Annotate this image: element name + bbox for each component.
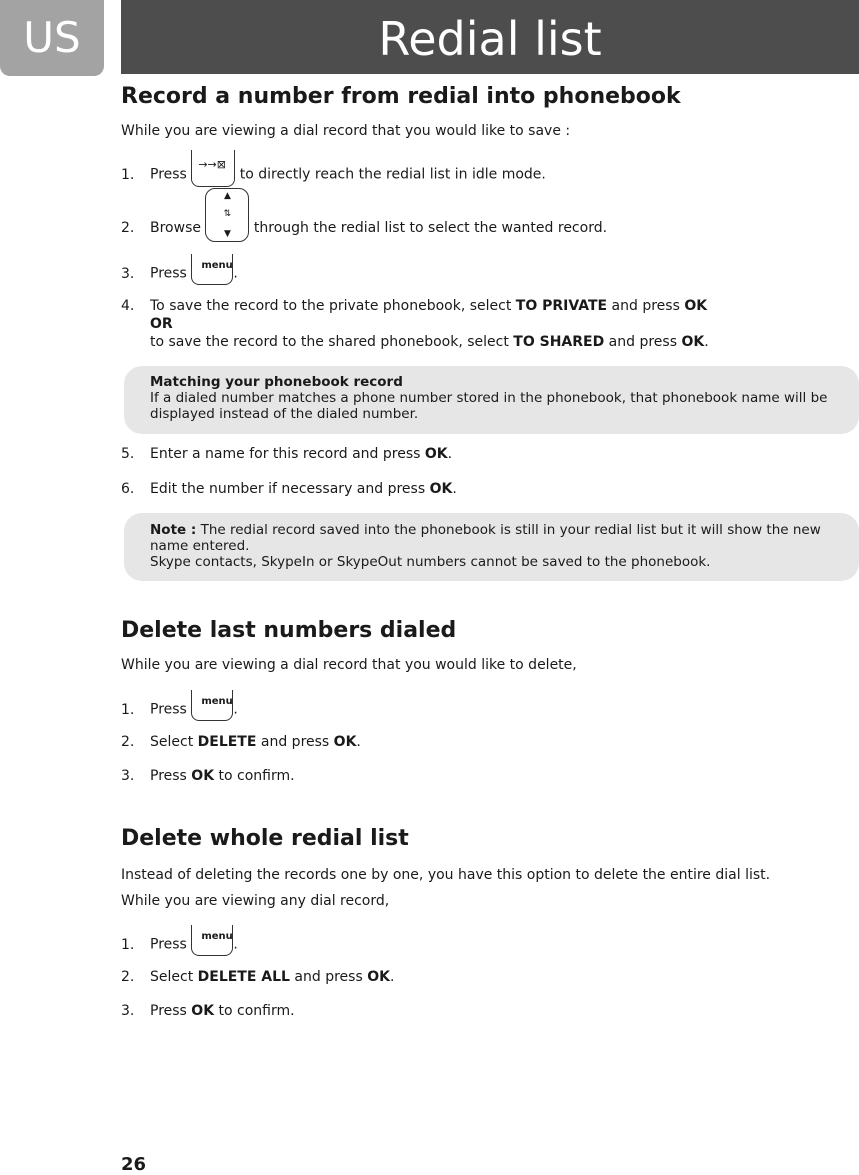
step-text: and press bbox=[604, 334, 682, 350]
step-text: Press bbox=[150, 265, 187, 282]
step-4-line-2 bbox=[150, 334, 709, 350]
step-4-save bbox=[121, 298, 707, 314]
section-heading-delete-whole: Delete whole redial list bbox=[121, 826, 409, 851]
step-text: and press bbox=[256, 734, 334, 750]
language-tab: US bbox=[0, 0, 104, 76]
step-number: 3. bbox=[121, 265, 135, 282]
step-text: Press bbox=[150, 1003, 192, 1019]
step-number: 1. bbox=[121, 936, 135, 953]
nav-up-icon: ▲ bbox=[223, 191, 231, 201]
step-text: To save the record to the private phonebook, select bbox=[150, 298, 516, 314]
step-text: and press bbox=[289, 969, 368, 985]
ok-label: OK bbox=[191, 768, 215, 784]
menu-key-label: menu bbox=[201, 696, 233, 707]
step-3-confirm bbox=[121, 1003, 295, 1019]
step-number: 1. bbox=[121, 166, 135, 183]
ok-label: OK bbox=[367, 969, 390, 985]
ok-label: OK bbox=[681, 334, 705, 350]
option-to-private: TO PRIVATE bbox=[515, 298, 608, 314]
step-text: to confirm. bbox=[214, 1003, 295, 1019]
ok-label: OK bbox=[429, 481, 453, 497]
step-text: . bbox=[704, 334, 709, 350]
step-1-press-menu bbox=[121, 698, 238, 721]
step-text: Press bbox=[150, 936, 187, 953]
step-text: to save the record to the shared phonebook, select bbox=[150, 334, 514, 350]
page-title: Redial list bbox=[121, 0, 859, 74]
ok-label: OK bbox=[191, 1003, 215, 1019]
step-text: Browse bbox=[150, 220, 201, 236]
note-body: If a dialed number matches a phone number stored in the phonebook, that phonebook name will be displayed instead of the dialed number. bbox=[150, 390, 828, 422]
navigation-key-icon bbox=[205, 188, 249, 242]
section2-intro: While you are viewing a dial record that you would like to delete, bbox=[121, 657, 577, 673]
page-number: 26 bbox=[121, 1154, 147, 1175]
step-text: Enter a name for this record and press bbox=[150, 446, 425, 462]
step-number: 2. bbox=[121, 220, 135, 236]
step-number: 3. bbox=[121, 1003, 135, 1019]
step-text: Select bbox=[150, 969, 198, 985]
step-text: . bbox=[233, 701, 238, 718]
step-text: to confirm. bbox=[214, 768, 295, 784]
step-text: . bbox=[452, 481, 457, 497]
note-body: The redial record saved into the phonebook is still in your redial list but it will show the new name entered. bbox=[150, 522, 821, 554]
step-text: Select bbox=[150, 734, 198, 750]
ok-label: OK bbox=[684, 298, 708, 314]
step-number: 2. bbox=[121, 969, 135, 985]
step-2-select-delete bbox=[121, 734, 361, 750]
section3-intro-1: Instead of deleting the records one by one, you have this option to delete the entire dial list. bbox=[121, 867, 771, 883]
step-1-press-menu bbox=[121, 933, 238, 956]
step-text: . bbox=[356, 734, 361, 750]
step-number: 2. bbox=[121, 734, 135, 750]
section3-intro-2: While you are viewing any dial record, bbox=[121, 893, 390, 909]
note-label: Note : bbox=[150, 522, 197, 538]
menu-key-label: menu bbox=[201, 260, 233, 271]
menu-key-icon bbox=[191, 254, 233, 285]
step-5-enter-name bbox=[121, 446, 452, 462]
option-to-shared: TO SHARED bbox=[513, 334, 605, 350]
option-delete-all: DELETE ALL bbox=[197, 969, 290, 985]
nav-mid-icon: ⇅ bbox=[223, 209, 232, 219]
step-text: Edit the number if necessary and press bbox=[150, 481, 430, 497]
step-1-press-redial bbox=[121, 158, 546, 187]
step-number: 1. bbox=[121, 701, 135, 718]
redial-save-note bbox=[124, 513, 859, 581]
menu-key-label: menu bbox=[201, 931, 233, 942]
menu-key-icon bbox=[191, 690, 233, 721]
step-3-confirm bbox=[121, 768, 295, 784]
step-text: Press bbox=[150, 701, 187, 718]
step-text: . bbox=[447, 446, 453, 462]
step-6-edit-number bbox=[121, 481, 457, 497]
step-number: 3. bbox=[121, 768, 135, 784]
step-text: Press bbox=[150, 768, 192, 784]
nav-down-icon: ▼ bbox=[223, 229, 231, 239]
step-number: 5. bbox=[121, 446, 135, 462]
section1-intro: While you are viewing a dial record that you would like to save : bbox=[121, 123, 571, 139]
redial-key-icon bbox=[191, 150, 235, 187]
step-3-press-menu bbox=[121, 262, 238, 285]
step-number: 6. bbox=[121, 481, 135, 497]
step-text: . bbox=[233, 265, 238, 282]
or-label: OR bbox=[150, 316, 173, 332]
matching-record-note bbox=[124, 366, 859, 434]
step-text: and press bbox=[607, 298, 685, 314]
step-text: . bbox=[389, 969, 395, 985]
step-text: through the redial list to select the wanted record. bbox=[253, 220, 608, 236]
step-2-select-delete-all bbox=[121, 969, 394, 985]
step-number: 4. bbox=[121, 298, 135, 314]
step-text: to directly reach the redial list in idle mode. bbox=[239, 166, 546, 183]
step-text: Press bbox=[150, 166, 187, 183]
step-2-browse bbox=[121, 191, 608, 242]
step-text: . bbox=[233, 936, 238, 953]
menu-key-icon bbox=[191, 925, 233, 956]
note-title: Matching your phonebook record bbox=[150, 374, 403, 390]
section-heading-record: Record a number from redial into phonebook bbox=[121, 84, 681, 109]
ok-label: OK bbox=[333, 734, 357, 750]
ok-label: OK bbox=[424, 446, 448, 462]
redial-glyph: →→⊠ bbox=[198, 158, 226, 171]
note-body: Skype contacts, SkypeIn or SkypeOut numbers cannot be saved to the phonebook. bbox=[150, 554, 711, 570]
option-delete: DELETE bbox=[197, 734, 257, 750]
section-heading-delete-last: Delete last numbers dialed bbox=[121, 618, 457, 643]
